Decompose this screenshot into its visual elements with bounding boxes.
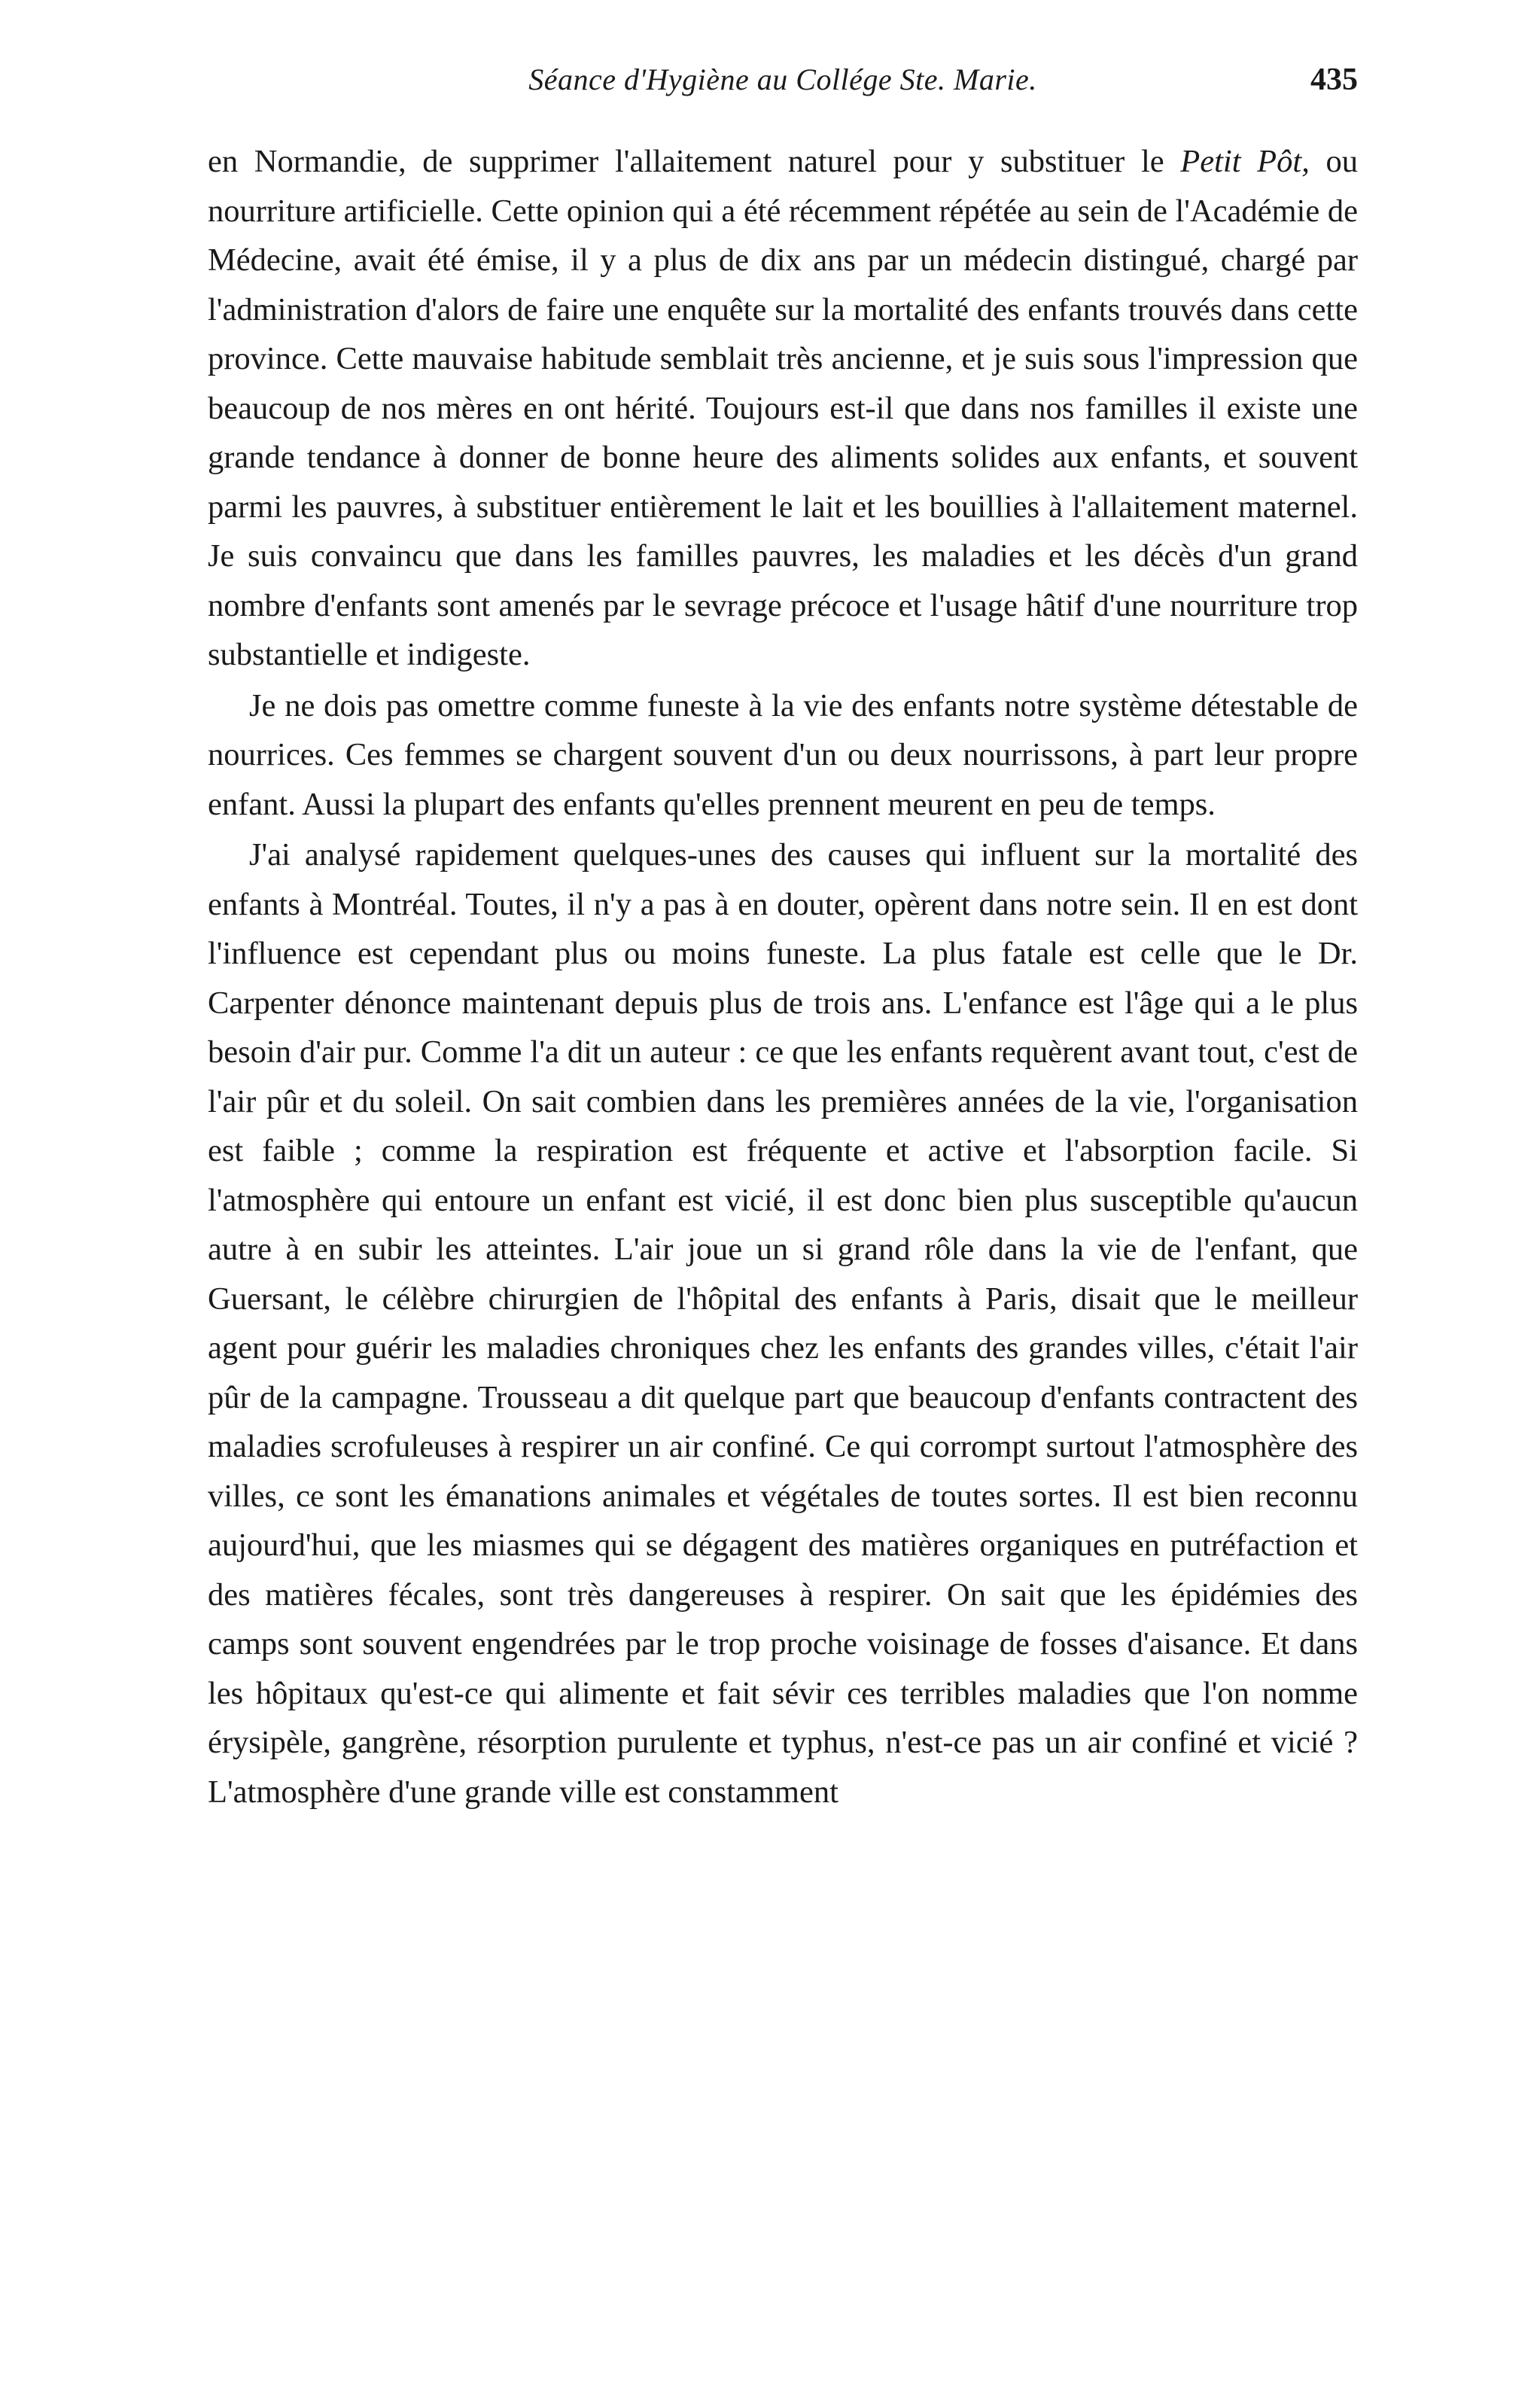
running-header: [208, 62, 1358, 114]
paragraph-1: [208, 137, 1358, 680]
running-title: Séance d'Hygiène au Collége Ste. Marie.: [528, 62, 1037, 96]
body-text: [208, 137, 1358, 1817]
paragraph-1-lead: en Normandie, de supprimer l'allaitement naturel pour y substituer le: [208, 144, 1181, 179]
paragraph-1-rest: ou nourriture artificielle. Cette opinion qui a été récemment répétée au sein de l'Académie de Médecine, avait été émise, il y a plus de dix ans par un médecin distingué, chargé par l'administration d'alors de faire une enquête sur la mortalité des enfants trouvés dans cette province. Cette mauvaise habitude semblait très ancienne, et je suis sous l'impression que beaucoup de nos mères en ont hérité. Toujours est-il que dans nos familles il existe une grande tendance à donner de bonne heure des aliments solides aux enfants, et souvent parmi les pauvres, à substituer entièrement le lait et les bouillies à l'allaitement maternel. Je suis convaincu que dans les familles pauvres, les maladies et les décès d'un grand nombre d'enfants sont amenés par le sevrage précoce et l'usage hâtif d'une nourriture trop substantielle et indigeste.: [208, 144, 1358, 672]
page-number: 435: [1310, 62, 1358, 97]
document-page: [208, 62, 1358, 1818]
paragraph-2: Je ne dois pas omettre comme funeste à la vie des enfants notre système détestable de nourrices. Ces femmes se chargent souvent d'un ou deux nourrissons, à part leur propre enfant. Aussi la plupart des enfants qu'elles prennent meurent en peu de temps.: [208, 687, 1358, 822]
paragraph-3: J'ai analysé rapidement quelques-unes des causes qui influent sur la mortalité des enfants à Montréal. Toutes, il n'y a pas à en douter, opèrent dans notre sein. Il en est dont l'influence est cependant plus ou moins funeste. La plus fatale est celle que le Dr. Carpenter dénonce maintenant depuis plus de trois ans. L'enfance est l'âge qui a le plus besoin d'air pur. Comme l'a dit un auteur : ce que les enfants requèrent avant tout, c'est de l'air pûr et du soleil. On sait combien dans les premières années de la vie, l'organisation est faible ; comme la respiration est fréquente et active et l'absorption facile. Si l'atmosphère qui entoure un enfant est vicié, il est donc bien plus susceptible qu'aucun autre à en subir les atteintes. L'air joue un si grand rôle dans la vie de l'enfant, que Guersant, le célèbre chirurgien de l'hôpital des enfants à Paris, disait que le meilleur agent pour guérir les maladies chroniques chez les enfants des grandes villes, c'était l'air pûr de la campagne. Trousseau a dit quelque part que beaucoup d'enfants contractent des maladies scrofuleuses à respirer un air confiné. Ce qui corrompt surtout l'atmosphère des villes, ce sont les émanations animales et végétales de toutes sortes. Il est bien reconnu aujourd'hui, que les miasmes qui se dégagent des matières organiques en putréfaction et des matières fécales, sont très dangereuses à respirer. On sait que les épidémies des camps sont souvent engendrées par le trop proche voisinage de fosses d'aisance. Et dans les hôpitaux qu'est-ce qui alimente et fait sévir ces terribles maladies que l'on nomme érysipèle, gangrène, résorption purulente et typhus, n'est-ce pas un air confiné et vicié ? L'atmosphère d'une grande ville est constamment: [208, 837, 1358, 1810]
paragraph-1-italic: Petit Pôt,: [1180, 144, 1310, 179]
